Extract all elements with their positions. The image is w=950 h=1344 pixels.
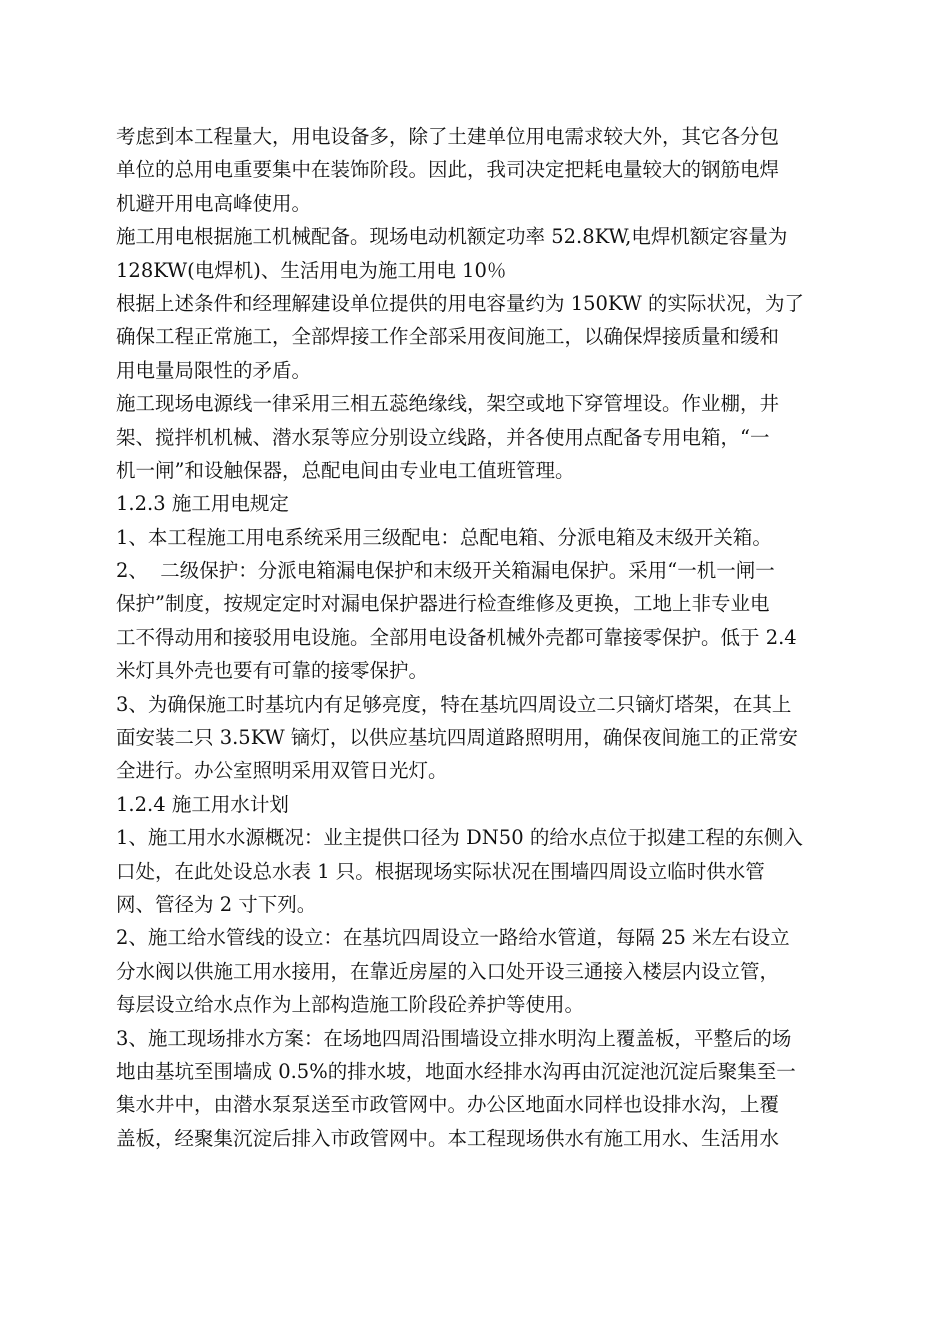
paragraph xyxy=(116,921,840,1021)
text-line: 用电量局限性的矛盾。 xyxy=(116,358,312,382)
text-line: 2、 二级保护：分派电箱漏电保护和末级开关箱漏电保护。采用“一机一闸一 xyxy=(116,559,775,583)
text-line: 128KW(电焊机)、生活用电为施工用电 10％ xyxy=(116,258,507,282)
text-line: 施工现场电源线一律采用三相五蕊绝缘线，架空或地下穿管埋设。作业棚，井 xyxy=(116,392,780,416)
text-line: 确保工程正常施工，全部焊接工作全部采用夜间施工，以确保焊接质量和缓和 xyxy=(116,325,780,349)
text-line: 1、施工用水水源概况：业主提供口径为 DN50 的给水点位于拟建工程的东侧入 xyxy=(116,826,803,850)
document-page xyxy=(116,120,840,1155)
text-line: 盖板，经聚集沉淀后排入市政管网中。本工程现场供水有施工用水、生活用水 xyxy=(116,1126,780,1150)
paragraph xyxy=(116,387,840,487)
paragraph xyxy=(116,287,840,387)
text-line: 机避开用电高峰使用。 xyxy=(116,191,312,215)
paragraph xyxy=(116,1022,840,1156)
text-line: 施工用电根据施工机械配备。现场电动机额定功率 52.8KW,电焊机额定容量为 xyxy=(116,225,788,249)
paragraph xyxy=(116,688,840,788)
text-line: 每层设立给水点作为上部构造施工阶段砼养护等使用。 xyxy=(116,993,585,1017)
text-line: 地由基坑至围墙成 0.5%的排水坡，地面水经排水沟再由沉淀池沉淀后聚集至一 xyxy=(116,1059,796,1083)
text-line: 3、施工现场排水方案：在场地四周沿围墙设立排水明沟上覆盖板，平整后的场 xyxy=(116,1026,792,1050)
text-line: 面安装二只 3.5KW 镝灯，以供应基坑四周道路照明用，确保夜间施工的正常安 xyxy=(116,726,798,750)
text-line: 机一闸”和设触保器，总配电间由专业电工值班管理。 xyxy=(116,458,575,482)
text-line: 1、本工程施工用电系统采用三级配电：总配电箱、分派电箱及末级开关箱。 xyxy=(116,525,772,549)
text-line: 1.2.3 施工用电规定 xyxy=(116,492,289,516)
paragraph xyxy=(116,554,840,688)
paragraph xyxy=(116,821,840,921)
text-line: 米灯具外壳也要有可靠的接零保护。 xyxy=(116,659,429,683)
paragraph xyxy=(116,220,840,287)
paragraph xyxy=(116,521,840,554)
text-line: 网、管径为 2 寸下列。 xyxy=(116,892,317,916)
text-line: 全进行。办公室照明采用双管日光灯。 xyxy=(116,759,448,783)
text-line: 分水阀以供施工用水接用，在靠近房屋的入口处开设三通接入楼层内设立管， xyxy=(116,959,780,983)
section-heading xyxy=(116,487,840,520)
text-line: 架、搅拌机机械、潜水泵等应分别设立线路，并各使用点配备专用电箱，“一 xyxy=(116,425,770,449)
text-line: 根据上述条件和经理解建设单位提供的用电容量约为 150KW 的实际状况，为了 xyxy=(116,291,805,315)
text-line: 2、施工给水管线的设立：在基坑四周设立一路给水管道，每隔 25 米左右设立 xyxy=(116,926,790,950)
text-line: 口处，在此处设总水表 1 只。根据现场实际状况在围墙四周设立临时供水管 xyxy=(116,859,765,883)
text-line: 3、为确保施工时基坑内有足够亮度，特在基坑四周设立二只镝灯塔架，在其上 xyxy=(116,692,792,716)
text-line: 工不得动用和接驳用电设施。全部用电设备机械外壳都可靠接零保护。低于 2.4 xyxy=(116,625,797,649)
text-line: 1.2.4 施工用水计划 xyxy=(116,792,289,816)
text-line: 考虑到本工程量大，用电设备多，除了土建单位用电需求较大外，其它各分包 xyxy=(116,125,780,148)
paragraph xyxy=(116,120,840,220)
section-heading xyxy=(116,788,840,821)
text-line: 保护”制度，按规定定时对漏电保护器进行检查维修及更换，工地上非专业电 xyxy=(116,592,770,616)
text-line: 集水井中，由潜水泵泵送至市政管网中。办公区地面水同样也设排水沟，上覆 xyxy=(116,1093,780,1117)
text-line: 单位的总用电重要集中在装饰阶段。因此，我司决定把耗电量较大的钢筋电焊 xyxy=(116,158,780,182)
